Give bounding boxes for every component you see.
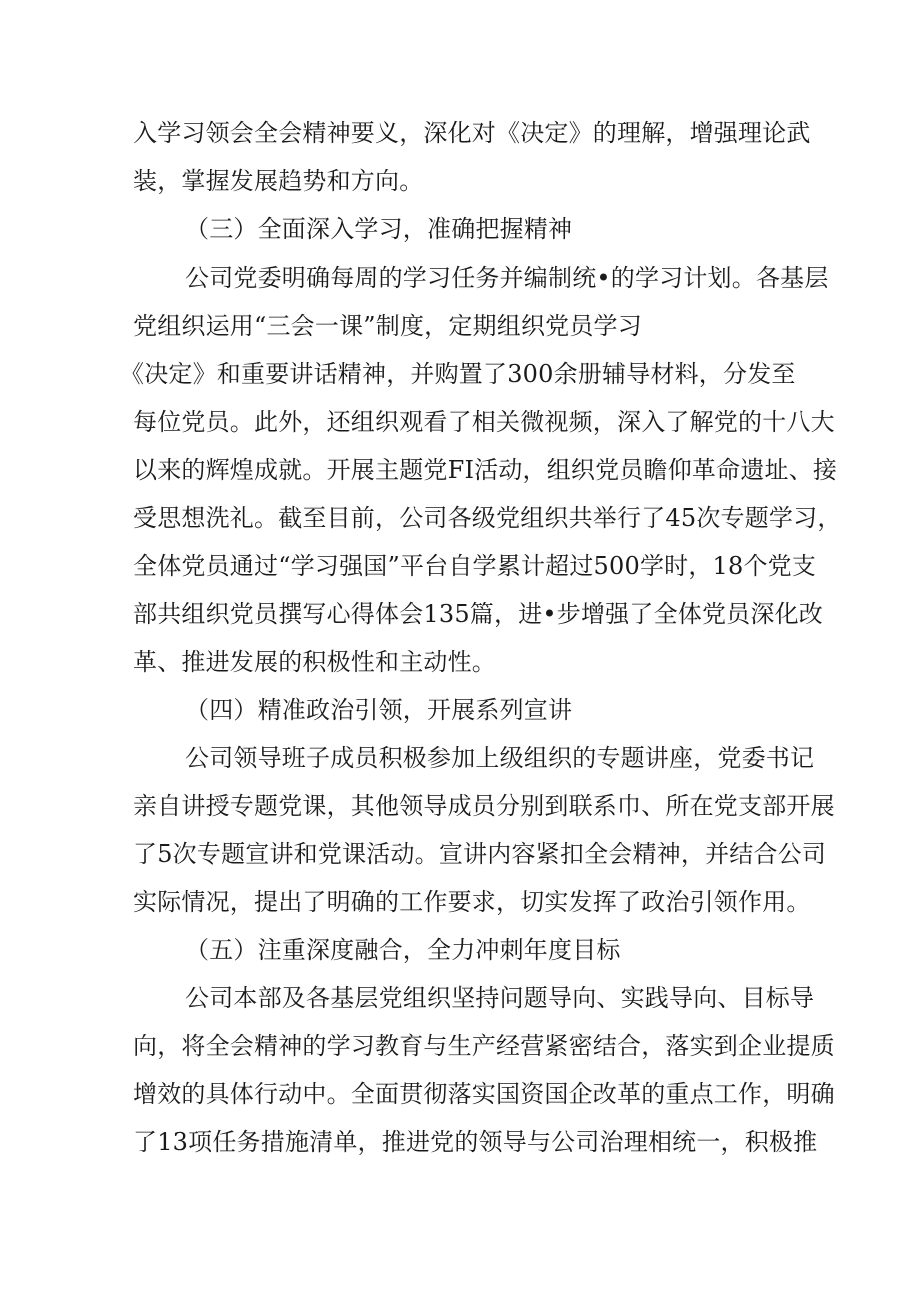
text-line-05: 党组织运用“三会一课”制度，定期组织党员学习 xyxy=(133,312,642,340)
text-line-12: 革、推进发展的积极性和主动性。 xyxy=(133,648,496,676)
text-line-06: 《决定》和重要讲话精神，并购置了300余册辅导材料，分发至 xyxy=(120,360,796,388)
text-line-01: 入学习领会全会精神要义，深化对《决定》的理解，增强理论武 xyxy=(133,119,811,147)
section-heading-5: （五）注重深度融合，全力冲刺年度目标 xyxy=(185,936,621,964)
text-line-07: 每位党员。此外，还组织观看了相关微视频，深入了解党的十八大 xyxy=(133,408,835,436)
text-line-10: 全体党员通过“学习强国”平台自学累计超过500学时，18个党支 xyxy=(133,552,817,580)
text-line-14: 公司领导班子成员积极参加上级组织的专题讲座，党委书记 xyxy=(185,744,815,772)
section-heading-3: （三）全面深入学习，准确把握精神 xyxy=(185,215,573,243)
text-line-02: 装，掌握发展趋势和方向。 xyxy=(133,167,424,195)
text-line-08: 以来的辉煌成就。开展主题党FI活动，组织党员瞻仰革命遗址、接 xyxy=(133,456,838,484)
text-line-19: 公司本部及各基层党组织坚持问题导向、实践导向、目标导 xyxy=(185,984,815,1012)
text-line-04: 公司党委明确每周的学习任务并编制统•的学习计划。各基层 xyxy=(185,264,829,292)
text-line-15: 亲自讲授专题党课，其他领导成员分别到联系巾、所在党支部开展 xyxy=(133,792,835,820)
text-line-20: 向，将全会精神的学习教育与生产经营紧密结合，落实到企业提质 xyxy=(133,1032,835,1060)
section-heading-4: （四）精准政治引领，开展系列宣讲 xyxy=(185,696,573,724)
text-line-11: 部共组织党员撰写心得体会135篇，进•步增强了全体党员深化改 xyxy=(133,600,823,628)
text-line-21: 增效的具体行动中。全面贯彻落实国资国企改革的重点工作，明确 xyxy=(133,1080,835,1108)
text-line-17: 实际情况，提出了明确的工作要求，切实发挥了政治引领作用。 xyxy=(133,888,811,916)
text-line-09: 受思想洗礼。截至目前，公司各级党组织共举行了45次专题学习， xyxy=(133,504,842,532)
text-line-22: 了13项任务措施清单，推进党的领导与公司治理相统一，积极推 xyxy=(133,1128,818,1156)
text-line-16: 了5次专题宣讲和党课活动。宣讲内容紧扣全会精神，并结合公司 xyxy=(133,840,827,868)
